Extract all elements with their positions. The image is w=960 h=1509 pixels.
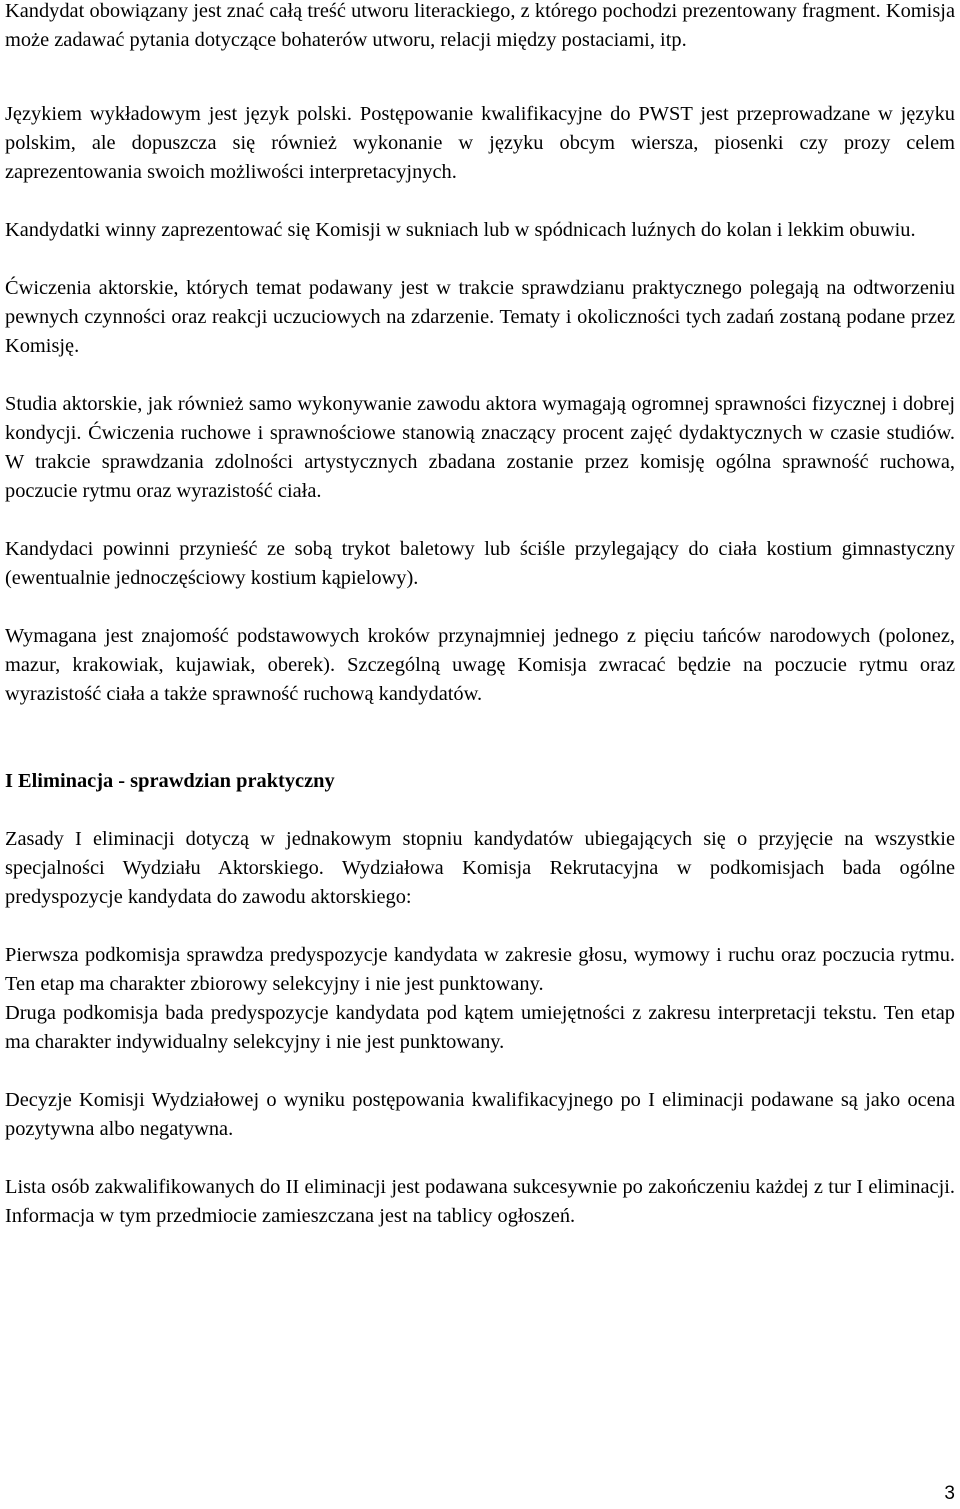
page-number: 3 (944, 1483, 955, 1504)
paragraph-first-subcommittee: Pierwsza podkomisja sprawdza predyspozycje kandydata w zakresie głosu, wymowy i ruchu oraz poczucia rytmu. Ten etap ma charakter zbiorowy selekcyjny i nie jest punktowany. (5, 944, 955, 995)
paragraph-second-subcommittee: Druga podkomisja bada predyspozycje kandydata pod kątem umiejętności z zakresu interpretacji tekstu. Ten etap ma charakter indywidualny selekcyjny i nie jest punktowany. (5, 1002, 955, 1053)
paragraph-language: Językiem wykładowym jest język polski. Postępowanie kwalifikacyjne do PWST jest przeprowadzane w języku polskim, ale dopuszcza się również wykonanie w języku obcym wiersza, piosenki czy prozy celem zaprezentowania swoich możliwości interpretacyjnych. (5, 103, 955, 183)
paragraph-elimination-rules: Zasady I eliminacji dotyczą w jednakowym stopniu kandydatów ubiegających się o przyjęcie na wszystkie specjalności Wydziału Aktorskiego. Wydziałowa Komisja Rekrutacyjna w podkomisjach bada ogólne predyspozycje kandydata do zawodu aktorskiego: (5, 828, 955, 908)
paragraph-literary-work: Kandydat obowiązany jest znać całą treść utworu literackiego, z którego pochodzi prezentowany fragment. Komisja może zadawać pytania dotyczące bohaterów utworu, relacji między postaciami, itp. (5, 0, 955, 51)
paragraph-physical-fitness: Studia aktorskie, jak również samo wykonywanie zawodu aktora wymagają ogromnej sprawności fizycznej i dobrej kondycji. Ćwiczenia ruchowe i sprawnościowe stanowią znaczący procent zajęć dydaktycznych w czasie studiów. W trakcie sprawdzania zdolności artystycznych zbadana zostanie przez komisję ogólna sprawność ruchowa, poczucie rytmu oraz wyrazistość ciała. (5, 393, 955, 502)
section-heading: I Eliminacja - sprawdzian praktyczny (5, 770, 335, 792)
paragraph-dances: Wymagana jest znajomość podstawowych kroków przynajmniej jednego z pięciu tańców narodowych (polonez, mazur, krakowiak, kujawiak, oberek). Szczególną uwagę Komisja zwracać będzie na poczucie rytmu oraz wyrazistość ciała a także sprawność ruchową kandydatów. (5, 625, 955, 705)
paragraph-decisions: Decyzje Komisji Wydziałowej o wyniku postępowania kwalifikacyjnego po I eliminacji podawane są jako ocena pozytywna albo negatywna. (5, 1089, 955, 1140)
paragraph-acting-exercises: Ćwiczenia aktorskie, których temat podawany jest w trakcie sprawdzianu praktycznego polegają na odtworzeniu pewnych czynności oraz reakcji uczuciowych na zdarzenie. Tematy i okoliczności tych zadań zostaną podane przez Komisję. (5, 277, 955, 357)
document-page (5, 0, 955, 1231)
paragraph-dress-code: Kandydatki winny zaprezentować się Komisji w sukniach lub w spódnicach luźnych do kolan i lekkim obuwiu. (5, 219, 916, 241)
paragraph-qualified-list: Lista osób zakwalifikowanych do II eliminacji jest podawana sukcesywnie po zakończeniu każdej z tur I eliminacji. Informacja w tym przedmiocie zamieszczana jest na tablicy ogłoszeń. (5, 1176, 955, 1227)
paragraph-costume: Kandydaci powinni przynieść ze sobą trykot baletowy lub ściśle przylegający do ciała kostium gimnastyczny (ewentualnie jednoczęściowy kostium kąpielowy). (5, 538, 955, 589)
